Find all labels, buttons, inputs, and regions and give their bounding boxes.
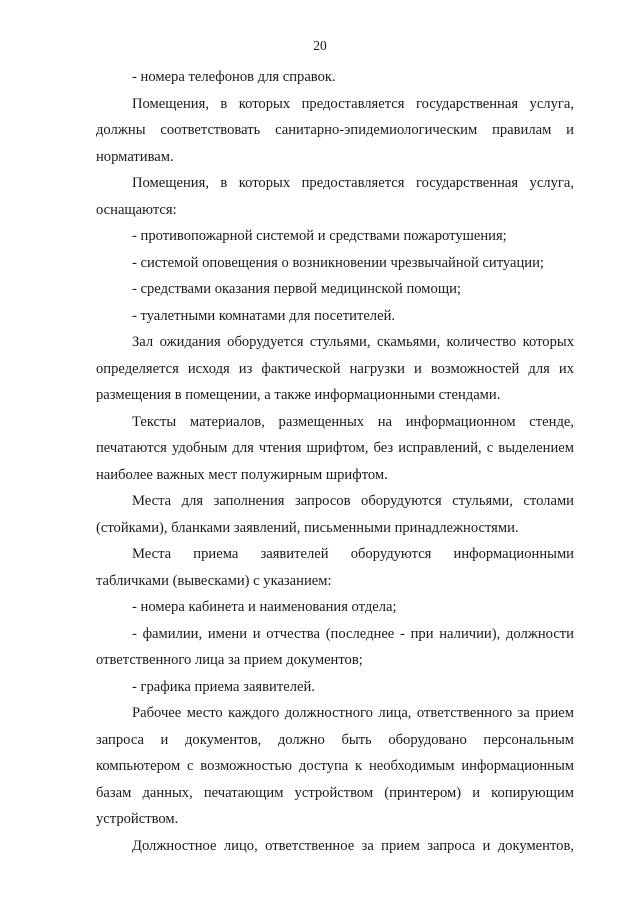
paragraph: - номера телефонов для справок. [132, 69, 336, 85]
paragraph: Рабочее место каждого должностного лица, ответственного за прием запроса и документов, должно быть оборудовано персональным компьютером с возможностью доступа к необходимым информационным базам данных, печатающим устройством (принтером) и копирующим устройством. [96, 705, 574, 827]
document-body [96, 64, 574, 859]
paragraph: - противопожарной системой и средствами пожаротушения; [132, 228, 507, 244]
paragraph: - графика приема заявителей. [132, 678, 315, 695]
paragraph: - туалетными комнатами для посетителей. [132, 307, 396, 324]
paragraph: Должностное лицо, ответственное за прием запроса и документов, [132, 837, 574, 854]
paragraph: - средствами оказания первой медицинской помощи; [132, 281, 461, 297]
paragraph: Места для заполнения запросов оборудуются стульями, столами (стойками), бланками заявлений, письменными принадлежностями. [96, 493, 574, 536]
paragraph: - номера кабинета и наименования отдела; [132, 599, 397, 615]
paragraph: Помещения, в которых предоставляется государственная услуга, оснащаются: [96, 175, 574, 218]
paragraph: Зал ожидания оборудуется стульями, скамьями, количество которых определяется исходя из фактической нагрузки и возможностей для их размещения в помещении, а также информационными стендами. [96, 334, 574, 403]
page-number: 20 [313, 38, 327, 53]
paragraph: Места приема заявителей оборудуются информационными табличками (вывесками) с указанием: [96, 546, 574, 589]
paragraph: - системой оповещения о возникновении чрезвычайной ситуации; [132, 254, 544, 271]
paragraph: Помещения, в которых предоставляется государственная услуга, должны соответствовать санитарно-эпидемиологическим правилам и нормативам. [96, 95, 574, 165]
paragraph: - фамилии, имени и отчества (последнее - при наличии), должности ответственного лица за прием документов; [96, 625, 574, 668]
paragraph: Тексты материалов, размещенных на информационном стенде, печатаются удобным для чтения шрифтом, без исправлений, с выделением наиболее важных мест полужирным шрифтом. [96, 413, 574, 483]
